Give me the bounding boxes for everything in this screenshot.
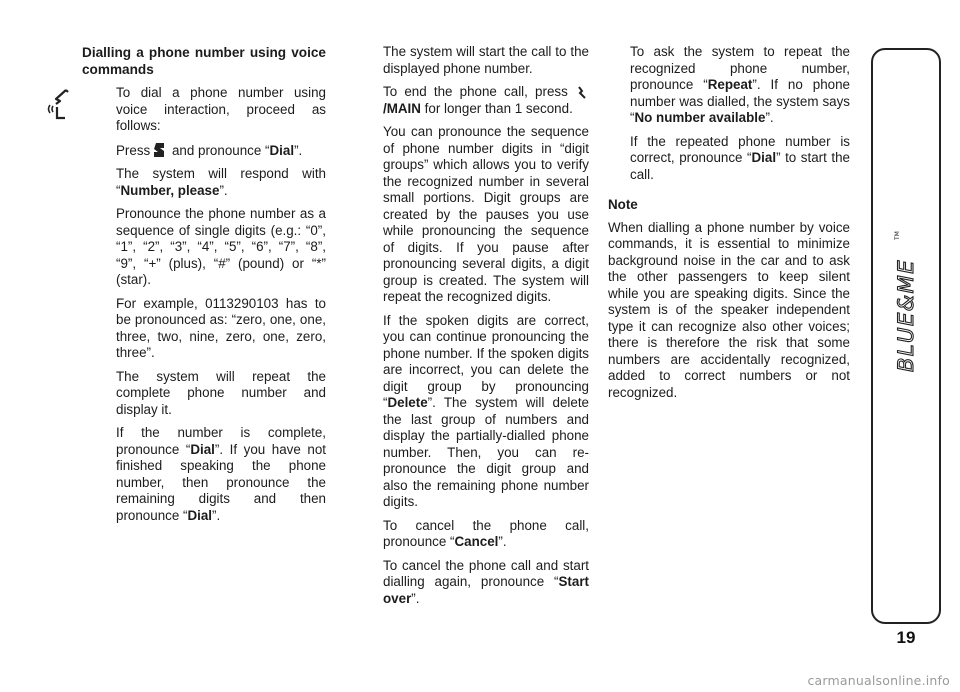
example-paragraph: For example, 0113290103 has to be pronounced as: “zero, one, one, three, two, nine, zero, one, zero, three”. (116, 295, 326, 360)
delete-paragraph: If the spoken digits are correct, you can continue pronouncing the phone number. If the spoken digits are incorrect, you can delete the digit group by pronouncing “Delete”. The system will delete the last group of numbers and display the partially-dialled phone number. Then, you can re-pronounce the digit group and also the remaining phone number digits. (383, 312, 589, 509)
confirm-dial-paragraph: If the repeated phone number is correct, pronounce “Dial” to start the call. (630, 133, 850, 182)
steering-voice-button-icon (152, 142, 166, 158)
voice-command-icon (46, 87, 74, 121)
column-1 (82, 44, 326, 531)
trademark-text: TM (894, 231, 901, 240)
repeat-paragraph: The system will repeat the complete phone number and display it. (116, 368, 326, 417)
sidebar-tab (871, 48, 941, 624)
page-number: 19 (896, 628, 916, 647)
start-over-paragraph: To cancel the phone call and start dialling again, pronounce “Start over”. (383, 557, 589, 606)
repeat-number-paragraph: To ask the system to repeat the recognized phone number, pronounce “Repeat”. If no phone number was dialled, the system says “No number available”. (630, 44, 850, 125)
brand-logo (873, 190, 939, 390)
digit-groups-paragraph: You can pronounce the sequence of phone number digits in “digit groups” which allows you to verify the recognized number in several small portions. Digit groups are created by the pauses you use while pronouncing the sequence of digits. If you pause after pronouncing several digits, a digit group is created. The system will repeat the recognized digits. (383, 124, 589, 304)
call-start-paragraph: The system will start the call to the displayed phone number. (383, 44, 589, 76)
voice-intro-block (82, 85, 326, 135)
watermark-text: carmanualsonline.info (807, 673, 950, 688)
system-response: The system will respond with “Number, please”. (116, 166, 326, 198)
intro-paragraph: To dial a phone number using voice interaction, proceed as follows: (116, 85, 326, 133)
digit-sequence-paragraph: Pronounce the phone number as a sequence of single digits (e.g.: “0”, “1”, “2”, “3”, “4”, “5”, “6”, “7”, “8”, “9”, “+” (plus), “#” (pound) or “*” (star). (116, 206, 326, 287)
note-body: When dialling a phone number by voice commands, it is essential to minimize background noise in the car and to ask the other passengers to keep silent while you are speaking digits. Since the system is of the speaker independent type it can recognize also other voices; there is therefore the risk that some numbers are accidentally recognized, added to correct numbers or not recognized. (608, 219, 850, 400)
column-3 (608, 44, 850, 408)
note-heading: Note (608, 197, 638, 212)
complete-number-paragraph: If the number is complete, pronounce “Dial”. If you have not finished speaking the phone number, then pronounce the remaining digits and then pronounce “Dial”. (116, 425, 326, 523)
press-instruction: Press and pronounce “Dial”. (116, 142, 303, 158)
section-heading: Dialling a phone number using voice commands (82, 45, 326, 77)
column-2 (383, 44, 589, 614)
hang-up-icon (577, 86, 587, 99)
end-call-paragraph: To end the phone call, press /MAIN for longer than 1 second. (383, 84, 589, 117)
cancel-paragraph: To cancel the phone call, pronounce “Cancel”. (383, 517, 589, 549)
brand-logo-text: BLUE&ME (894, 258, 918, 372)
